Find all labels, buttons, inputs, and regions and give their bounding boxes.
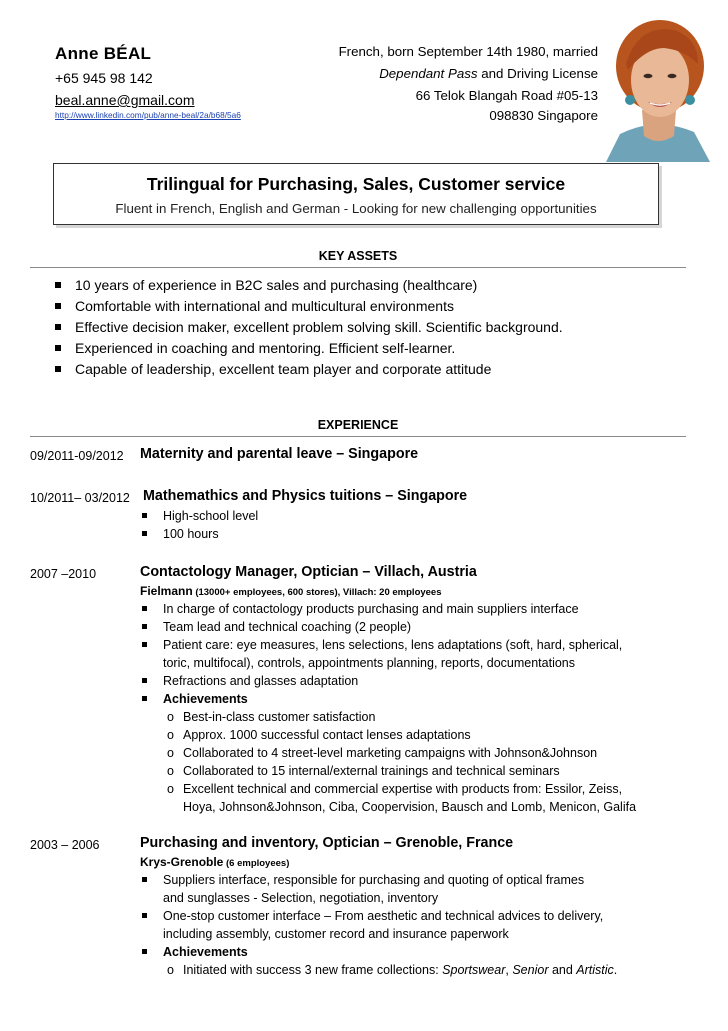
postcode-line: 098830 Singapore [489,108,598,123]
job-title: Contactology Manager, Optician – Villach, Austria [140,564,477,580]
email-link[interactable]: beal.anne@gmail.com [55,92,195,108]
address-line: 66 Telok Blangah Road #05-13 [415,88,598,103]
phone-number: +65 945 98 142 [55,70,153,86]
experience-divider [30,436,686,437]
achievement-continuation: Hoya, Johnson&Johnson, Ciba, Coopervision, Bausch and Lomb, Menicon, Galifa [183,800,637,814]
key-assets-heading: KEY ASSETS [318,249,398,263]
personal-info: French, born September 14th 1980, married [338,44,598,59]
candidate-name: Anne BÉAL [55,44,152,63]
linkedin-link[interactable]: http://www.linkedin.com/pub/anne-beal/2a/b68/5a6 [55,110,241,120]
job-title: Purchasing and inventory, Optician – Grenoble, France [140,835,514,851]
job-title: Mathemathics and Physics tuitions – Singapore [143,488,468,504]
job-date: 10/2011– 03/2012 [30,491,130,505]
visa-info: Dependant Pass and Driving License [379,66,598,81]
company-name: Krys-Grenoble (6 employees) [140,855,290,869]
profile-photo [598,14,716,162]
job-bullet-continuation: and sunglasses - Selection, negotiation, inventory [163,891,439,905]
headline-subtitle: Fluent in French, English and German - Looking for new challenging opportunities [115,201,597,216]
key-assets-divider [30,267,686,268]
headline-box [53,163,659,225]
experience-heading: EXPERIENCE [317,418,399,432]
job-bullet-continuation: toric, multifocal), controls, appointments planning, reports, documentations [163,656,576,670]
job-bullet-continuation: including assembly, customer record and insurance paperwork [163,927,509,941]
job-date: 2007 –2010 [30,567,97,581]
job-date: 2003 – 2006 [30,838,100,852]
headline-title: Trilingual for Purchasing, Sales, Customer service [146,174,566,194]
job-title: Maternity and parental leave – Singapore [140,446,419,462]
job-date: 09/2011-09/2012 [30,449,124,463]
company-name: Fielmann (13000+ employees, 600 stores), Villach: 20 employees [140,584,442,598]
